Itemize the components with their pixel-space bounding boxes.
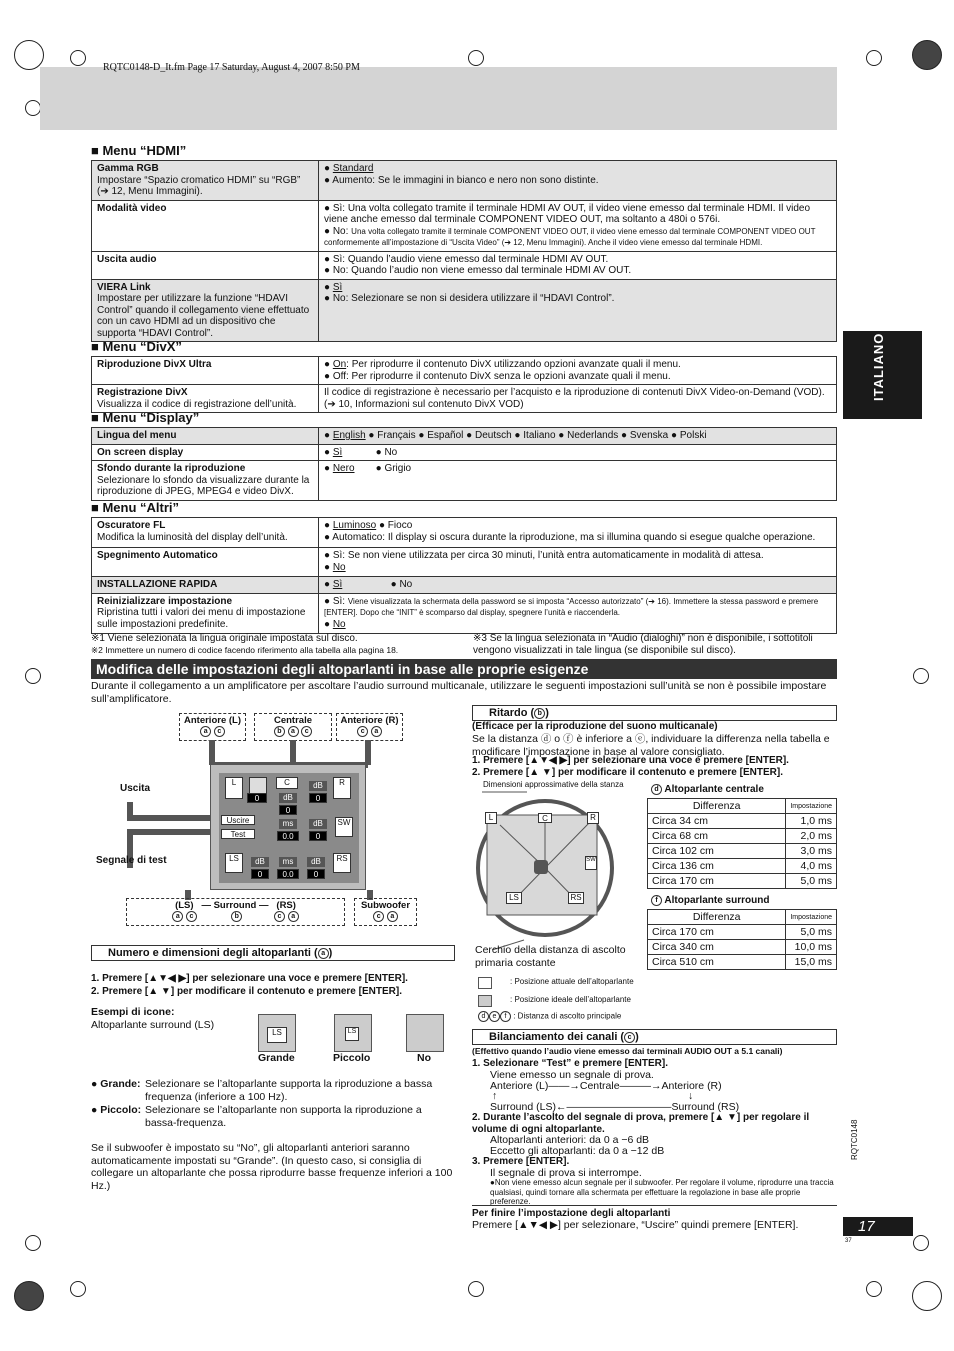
label: INSTALLAZIONE RAPIDA (97, 579, 218, 590)
option: Luminoso (332, 520, 377, 531)
front-right-label (336, 713, 403, 741)
label: Oscuratore FL (97, 520, 166, 531)
cell: 10,0 ms (786, 940, 837, 955)
page-small: 37 (845, 1238, 852, 1244)
label: Lingua del menu (97, 430, 177, 441)
speaker-panel (210, 764, 366, 890)
crop-mark (912, 1281, 942, 1311)
center-table-title (651, 784, 764, 796)
option: No (332, 561, 346, 573)
grande-label: ● Grande: (91, 1078, 141, 1090)
desc: Visualizza il codice di registrazione dell’unità. (97, 398, 297, 410)
footnote-2: ※2 Immettere un numero di codice facendo riferimento alla tabella alla pagina 18. (91, 645, 399, 655)
label: Riproduzione DivX Ultra (97, 359, 212, 370)
bilanciamento-heading: Bilanciamento dei canali ( c ) (472, 1029, 837, 1045)
option: Sì: Se non viene utilizzata per circa 30 minuti, l’unità entra automaticamente in modalità di attesa. (332, 550, 764, 561)
circle-a: a (387, 911, 398, 922)
option: No (399, 579, 413, 590)
unit: ms (279, 857, 297, 867)
option-desc: Viene visualizzata la schermata della password se si imposta “Accesso autorizzato” (➔ 16). Immettere la stessa password e premere [ENTER]. Dopo che “INIT” è scomparso dal display, spegnere l’unità e riaccenderla. (324, 596, 819, 617)
cell: 5,0 ms (786, 874, 837, 889)
room-size-label: Dimensioni approssimative della stanza (483, 780, 624, 789)
bil-step-3a: Il segnale di prova si interrompe. (490, 1167, 642, 1179)
piccolo-text: Selezionare se l’altoparlante non supporta la riproduzione a bassa-frequenza. (145, 1104, 422, 1129)
divx-table: Riproduzione DivX Ultra ● On: Per riprodurre il contenuto DivX utilizzando opzioni avanzate quali il menu. ● Off: Per riprodurre il contenuto DivX senza le opzioni avanzate quali il menu. Registrazione DivX Visualizza il codice di registrazione dell’unità. Il codice di registrazione è necessario per l’acquisto e la riproduzione di contenuti DivX Video-on-Demand (VOD). (➔ 10, Informazioni sul contenuto DivX VOD) (91, 356, 837, 413)
option: Deutsch (474, 430, 512, 441)
crop-mark (912, 40, 942, 70)
esempi-title: Esempi di icone: (91, 1006, 175, 1018)
no-caption: No (417, 1052, 431, 1064)
cell: 1,0 ms (786, 814, 837, 829)
circle-c: c (357, 726, 368, 737)
option-desc: Il codice di registrazione è necessario per l’acquisto e la riproduzione di contenuti DivX Video-on-Demand (VOD). (➔ 10, Informazioni sul contenuto DivX VOD) (319, 385, 837, 413)
grande-icon (258, 1014, 296, 1052)
speaker-rs[interactable]: RS (333, 853, 351, 873)
label: Anteriore (R) (340, 715, 399, 726)
icon-text: LS (345, 1027, 359, 1041)
circle-c: c (214, 726, 225, 737)
room-speaker-rs: RS (568, 892, 584, 904)
option: Español (427, 430, 464, 441)
label: Bilanciamento dei canali ( (489, 1031, 625, 1043)
unit: dB (279, 793, 297, 803)
current-position-icon (478, 977, 492, 989)
label: Altoparlante centrale (664, 784, 764, 796)
listener-icon (534, 860, 548, 874)
label: Numero e dimensioni degli altoparlanti ( (108, 947, 318, 959)
label: Modalità video (97, 202, 167, 214)
option: Sì (332, 281, 343, 293)
desc: Modifica la luminosità del display dell’unità. (97, 531, 288, 543)
option: On (332, 359, 347, 370)
finish-text: Premere [▲▼◀ ▶] per selezionare, “Uscire” quindi premere [ENTER]. (472, 1219, 799, 1231)
header: Differenza (648, 910, 786, 925)
circle-c: c (186, 911, 197, 922)
crop-mark (25, 100, 41, 116)
footnote-3: ※3 Se la lingua selezionata in “Audio (dialoghi)” non è disponibile, i sottotitoli vengono visualizzati in tale lingua (se disponibile sul disco). (473, 633, 813, 656)
value: 0 (251, 869, 269, 879)
side-tab-label: ITALIANO (871, 332, 886, 401)
circle-a: a (288, 726, 299, 737)
header: Impostazione (786, 799, 837, 814)
option: Aumento: Se le immagini in bianco e nero non sono distinte. (332, 174, 599, 186)
center-delay-table (647, 798, 837, 889)
esempi-subtitle: Altoparlante surround (LS) (91, 1019, 215, 1031)
option-desc: Una volta collegato tramite il terminale COMPONENT VIDEO OUT, il video viene emesso dal terminale COMPONENT VIDEO OUT conformemente all’impostazione di “Uscita Video” (➔ 12, Menu Immagini). Anche il video viene emesso dal terminale HDMI. (324, 226, 816, 247)
room-speaker-c: C (538, 813, 552, 823)
option: No: (332, 225, 349, 237)
page-code: RQTC0148 (850, 1119, 859, 1160)
label: Subwoofer (360, 900, 411, 911)
circle-f: f (500, 1011, 511, 1022)
option: English (332, 430, 366, 441)
display-table: Lingua del menu ● English ● Français ● Español ● Deutsch ● Italiano ● Nederlands ● Svenska ● Polski On screen display ● Sì ● No Sfondo durante la riproduzione Selezionare lo sfondo da visualizzare durante la riproduzione di JPEG, MPEG4 e video DivX. ● Nero ● Grigio (91, 427, 837, 501)
label: Ritardo ( (489, 707, 535, 719)
bil-step-2a: Altoparlanti anteriori: da 0 a −6 dB (490, 1134, 650, 1146)
option: Svenska (629, 430, 669, 441)
numero-step-2: 2. Premere [▲ ▼] per modificare il contenuto e premere [ENTER]. (91, 986, 402, 997)
cell: Circa 102 cm (648, 844, 786, 859)
bil-step-2: 2. Durante l’ascolto del segnale di prova, premere [▲ ▼] per regolare il volume di ogni altoparlante. (472, 1112, 810, 1135)
crop-mark (25, 1235, 41, 1251)
cell: Circa 136 cm (648, 859, 786, 874)
section-banner: Modifica delle impostazioni degli altoparlanti in base alle proprie esigenze (91, 659, 837, 679)
option: Fioco (387, 520, 413, 531)
bil-step-1a: Viene emesso un segnale di prova. (490, 1069, 654, 1081)
room-speaker-ls: LS (506, 892, 522, 904)
hdmi-title-text: Menu “HDMI” (102, 143, 187, 158)
uscire-button[interactable]: Uscire (221, 815, 255, 825)
option: No: Selezionare se non si desidera utilizzare il “HDAVI Control”. (332, 293, 615, 304)
value: 0.0 (277, 869, 299, 879)
bil-flow-1: Anteriore (L)——→Centrale———→Anteriore (R) (490, 1080, 722, 1092)
arrow-down: ↓ (688, 1090, 694, 1102)
cell: 15,0 ms (786, 955, 837, 970)
circle-c: c (624, 1032, 635, 1043)
cell: Circa 68 cm (648, 829, 786, 844)
crop-mark (70, 1281, 86, 1297)
unit: dB (309, 781, 327, 791)
cell: Circa 170 cm (648, 925, 786, 940)
circle-a: a (200, 726, 211, 737)
side-tab (843, 331, 922, 419)
desc: Impostare per utilizzare la funzione “HDAVI Control” quando il collegamento viene effettuato con un cavo HDMI ad un dispositivo che supporta “HDAVI Control”. (97, 293, 310, 339)
label: Gamma RGB (97, 163, 159, 174)
speaker-r[interactable]: R (333, 777, 351, 799)
circle-d: d (478, 1011, 489, 1022)
value: 0 (307, 869, 325, 879)
uscita-label: Uscita (120, 783, 151, 794)
circle-b: b (274, 726, 285, 737)
section-intro: Durante il collegamento a un amplificatore per ascoltare l’audio surround multicanale, utilizzare le seguenti impostazioni sull’unità se non è possibile impostare sull’amplificatore. (91, 680, 827, 705)
label: Altoparlante surround (664, 895, 770, 907)
cell: 2,0 ms (786, 829, 837, 844)
value: 0 (279, 805, 297, 815)
no-icon (406, 1014, 444, 1052)
crop-mark (468, 50, 484, 66)
legend-1: : Posizione attuale dell’altoparlante (510, 977, 634, 986)
value: 0 (309, 793, 327, 803)
hdmi-table: Gamma RGB Impostare “Spazio cromatico HDMI” su “RGB” (➔ 12, Menu Immagini). ● Standard ● Aumento: Se le immagini in bianco e nero non sono distinte. Modalità video ● Sì: Una volta collegato tramite il terminale HDMI AV OUT, il video viene emesso dal terminale HDMI. Il video viene anche emesso dal terminale COMPONENT VIDEO OUT, ma soltanto a 480i o 576i. ● No: Una volta collegato tramite il terminale COMPONENT VIDEO OUT, il video viene emesso dal terminale COMPONENT VIDEO OUT conformemente all’impostazione di “Uscita Video” (➔ 12, Menu Immagini). Anche il video viene emesso dal terminale HDMI. Uscita audio ● Sì: Quando l’audio viene emesso dal terminale HDMI AV OUT. ● No: Quando l’audio non viene emesso dal terminale HDMI AV OUT. VIERA Link Impostare per utilizzare la funzione “HDAVI Control” quando il collegamento viene effettuato con un cavo HDMI ad un dispositivo che supporta “HDAVI Control”. ● Sì ● No: Selezionare se non si desidera utilizzare il “HDAVI Control”. (91, 160, 837, 342)
option: Sì: Una volta collegato tramite il terminale HDMI AV OUT, il video viene emesso dal terminale HDMI. Il video viene anche emesso dal terminale COMPONENT VIDEO OUT, ma soltanto a 480i o 576i. (324, 202, 811, 225)
front-left-label (179, 713, 246, 741)
unit: dB (251, 857, 269, 867)
room-speaker-l: L (485, 812, 497, 824)
option-desc: : Per riprodurre il contenuto DivX utilizzando opzioni avanzate quali il menu. (346, 359, 681, 370)
unit: dB (307, 857, 325, 867)
option: No (332, 618, 346, 630)
legend-2: : Posizione ideale dell’altoparlante (510, 995, 631, 1004)
circle-a: a (318, 948, 329, 959)
altri-title: ■ Menu “Altri” (91, 500, 180, 515)
cell: 3,0 ms (786, 844, 837, 859)
cell: Circa 510 cm (648, 955, 786, 970)
crop-mark (70, 50, 86, 66)
circle-d: d (651, 784, 662, 795)
circle-caption: Cerchio della distanza di ascolto primaria costante (475, 944, 626, 969)
option: Automatico: Il display si oscura durante la riproduzione, ma si illumina quando si esegue qualche operazione. (332, 531, 816, 543)
display-title-text: Menu “Display” (102, 410, 200, 425)
crop-mark (866, 50, 882, 66)
value: 0 (247, 793, 267, 803)
legend-3 (478, 1011, 621, 1022)
speaker-ls[interactable]: LS (225, 853, 243, 873)
speaker-sw[interactable]: SW (335, 817, 353, 837)
piccolo-label: ● Piccolo: (91, 1104, 142, 1116)
page-number: 17 (843, 1217, 913, 1236)
surround-table-title (651, 895, 769, 907)
label: Reinizializzare impostazione (97, 595, 233, 607)
crop-mark (14, 40, 44, 70)
cell: Circa 340 cm (648, 940, 786, 955)
circle-b: b (231, 911, 242, 922)
cell: 4,0 ms (786, 859, 837, 874)
desc: Ripristina tutti i valori dei menu di impostazione sulle impostazioni predefinite. (97, 607, 306, 630)
room-speaker-r: R (587, 812, 599, 824)
icon-text: LS (267, 1027, 287, 1043)
bil-effect: (Effettivo quando l’audio viene emesso dai terminali AUDIO OUT a 5.1 canali) (472, 1046, 783, 1056)
test-signal-label: Segnale di test (96, 855, 167, 866)
speaker-c[interactable]: C (276, 777, 298, 789)
label: (LS) (175, 900, 194, 911)
cell: Circa 34 cm (648, 814, 786, 829)
file-header: RQTC0148-D_It.fm Page 17 Saturday, August 4, 2007 8:50 PM (103, 62, 360, 73)
altri-table: Oscuratore FL Modifica la luminosità del display dell’unità. ● Luminoso ● Fioco ● Automatico: Il display si oscura durante la riproduzione, ma si illumina quando si esegue qualche operazione. Spegnimento Automatico ● Sì: Se non viene utilizzata per circa 30 minuti, l’unità entra automaticamente in modalità di attesa. ● No INSTALLAZIONE RAPIDA ● Sì ● No Reinizializzare impostazione Ripristina tutti i valori dei menu di impostazione sulle impostazioni predefinite. ● Sì: Viene visualizzata la schermata della password se si imposta “Accesso autorizzato” (➔ 16). Immettere la stessa password e premere [ENTER]. Dopo che “INIT” è scomparso dal display, spegnere l’unità e riaccenderla. ● No (91, 517, 837, 634)
center-label (254, 713, 332, 741)
bil-step-3b: ●Non viene emesso alcun segnale per il subwoofer. Per regolare il volume, riprodurre una traccia qualsiasi, quindi tornare alla schermata per effettuare la regolazione in base alle proprie preferenze. (490, 1178, 834, 1207)
divx-title: ■ Menu “DivX” (91, 339, 182, 354)
altri-title-text: Menu “Altri” (102, 500, 180, 515)
circle-c: c (373, 911, 384, 922)
cell: 5,0 ms (786, 925, 837, 940)
circle-a: a (172, 911, 183, 922)
option: No (384, 446, 398, 458)
label: : Distanza di ascolto principale (513, 1011, 622, 1021)
crop-mark (14, 1281, 44, 1311)
bil-step-1: 1. Selezionare “Test” e premere [ENTER]. (472, 1058, 668, 1069)
circle-a: a (288, 911, 299, 922)
option: Français (377, 430, 416, 441)
finish-title: Per finire l’impostazione degli altoparlanti (472, 1208, 671, 1219)
header: Differenza (648, 799, 786, 814)
option: Nero (332, 463, 355, 474)
surround-delay-table (647, 909, 837, 970)
label: Uscita audio (97, 253, 157, 265)
option: No: Quando l’audio non viene emesso dal terminale HDMI AV OUT. (332, 265, 632, 276)
subwoofer-note: Se il subwoofer è impostato su “No”, gli altoparlanti anteriori saranno automaticamente impostati su “Grande”. (In questo caso, si consiglia di collegare un altoparlante che possa riprodurre basse frequenze inferiori a 100 Hz.) (91, 1142, 453, 1192)
label: On screen display (97, 446, 184, 458)
label: VIERA Link (97, 281, 151, 293)
crop-mark (468, 1281, 484, 1297)
ritardo-effect: (Efficace per la riproduzione del suono multicanale) (472, 721, 718, 732)
ritardo-para: Se la distanza ⓓ o ⓕ è inferiore a ⓔ, individuare la differenza nella tabella e modificare l’impostazione in base al valore consigliato. (472, 733, 830, 758)
label: (RS) (276, 900, 296, 911)
hdmi-title: ■ Menu “HDMI” (91, 143, 187, 158)
ritardo-step-1: 1. Premere [▲▼◀ ▶] per selezionare una voce e premere [ENTER]. (472, 755, 789, 766)
room-speaker-sw: SW (585, 856, 597, 870)
arrow-up: ↑ (492, 1090, 498, 1102)
numero-step-1: 1. Premere [▲▼◀ ▶] per selezionare una voce e premere [ENTER]. (91, 973, 408, 984)
option: Polski (679, 430, 707, 441)
piccolo-icon (334, 1014, 372, 1052)
crop-mark (913, 1235, 929, 1251)
circle-b: b (534, 708, 545, 719)
option: Sì: (332, 595, 346, 607)
cell: Circa 170 cm (648, 874, 786, 889)
speaker-l[interactable]: L (225, 777, 243, 799)
ideal-position-icon (478, 995, 492, 1007)
option: Sì (332, 579, 343, 590)
footnote-1: ※1 Viene selezionata la lingua originale impostata sul disco. (91, 633, 358, 644)
label: Spegnimento Automatico (97, 550, 218, 561)
unit: dB (309, 819, 327, 829)
circle-c: c (301, 726, 312, 737)
top-band (40, 67, 837, 130)
bil-flow-2: Surround (LS)←——————————Surround (RS) (490, 1101, 740, 1113)
crop-mark (866, 1281, 882, 1297)
unit: ms (279, 819, 297, 829)
circle-e: e (489, 1011, 500, 1022)
option: Italiano (523, 430, 556, 441)
label: Sfondo durante la riproduzione (97, 463, 246, 474)
bil-step-2b: Eccetto gli altoparlanti: da 0 a −12 dB (490, 1145, 665, 1157)
option: Standard (332, 163, 374, 174)
ritardo-step-2: 2. Premere [▲ ▼] per modificare il contenuto e premere [ENTER]. (472, 767, 783, 778)
grande-text: Selezionare se l’altoparlante supporta la riproduzione a bassa frequenza (inferiore a 100 Hz). (145, 1078, 433, 1103)
header: Impostazione (786, 910, 837, 925)
circle-a: a (371, 726, 382, 737)
piccolo-caption: Piccolo (333, 1052, 371, 1064)
surround-label (126, 898, 345, 926)
grande-caption: Grande (258, 1052, 295, 1064)
value: 0 (309, 831, 327, 841)
divider (472, 1205, 837, 1206)
desc: Selezionare lo sfondo da visualizzare durante la riproduzione di JPEG, MPEG4 e video DivX. (97, 474, 310, 497)
label: Registrazione DivX (97, 387, 188, 398)
test-button[interactable]: Test (221, 829, 255, 839)
option: Grigio (384, 463, 412, 474)
ritardo-heading: Ritardo ( b ) (472, 705, 837, 721)
desc: Impostare “Spazio cromatico HDMI” su “RGB” (➔ 12, Menu Immagini). (97, 174, 301, 197)
option: Off: Per riprodurre il contenuto DivX senza le opzioni avanzate quali il menu. (332, 370, 671, 382)
option: Sì: Quando l’audio viene emesso dal terminale HDMI AV OUT. (332, 253, 609, 265)
circle-c: c (274, 911, 285, 922)
crop-mark (913, 668, 929, 684)
label: Anteriore (L) (184, 715, 241, 726)
bil-step-3: 3. Premere [ENTER]. (472, 1156, 570, 1167)
numero-heading: Numero e dimensioni degli altoparlanti ( a ) (91, 945, 455, 961)
label: — Surround — (201, 900, 269, 911)
divx-title-text: Menu “DivX” (102, 339, 182, 354)
option: Sì (332, 446, 343, 458)
display-title: ■ Menu “Display” (91, 410, 200, 425)
option: Nederlands (567, 430, 619, 441)
label: Centrale (273, 715, 312, 726)
circle-f: f (651, 895, 662, 906)
value: 0.0 (277, 831, 299, 841)
crop-mark (25, 668, 41, 684)
subwoofer-label (354, 898, 417, 926)
